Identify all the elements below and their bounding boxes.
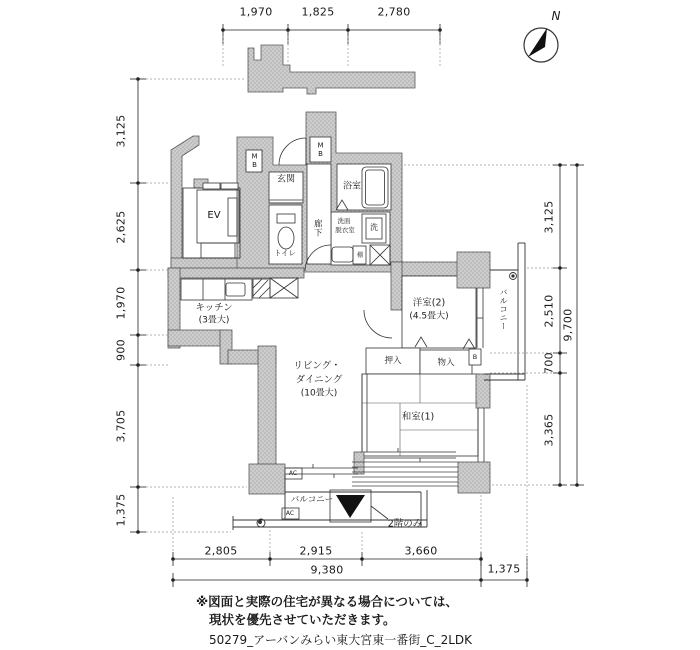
label-elevator: EV (207, 210, 221, 221)
label-kitchen: キッチン (195, 302, 233, 314)
label-corridor: 廊下 (312, 219, 323, 237)
label-entrance: 玄関 (276, 174, 296, 185)
dim-left-0: 3,125 (114, 114, 128, 148)
dim-bottom-right: 1,375 (487, 562, 521, 576)
dim-left-3: 900 (114, 339, 128, 361)
dim-right-total: 9,700 (561, 308, 575, 342)
footer-plan-code: 50279_アーバンみらい東大宮東一番街_C_2LDK (209, 633, 473, 647)
dim-bottom-1: 2,915 (299, 544, 333, 558)
dim-top-2: 2,780 (377, 5, 411, 19)
label-mb-1: MB (250, 152, 259, 170)
label-washer: 洗 (370, 223, 378, 232)
label-ac-upper: AC (288, 470, 298, 477)
footer-note-line1: ※図面と実際の住宅が異なる場合については、 (196, 594, 458, 609)
dim-right-1: 2,510 (542, 294, 556, 328)
label-living-line2: ダイニング (295, 374, 343, 386)
label-washroom-line2: 脱衣室 (335, 225, 355, 234)
dim-left-4: 3,705 (114, 409, 128, 443)
dim-left-1: 2,625 (114, 210, 128, 244)
footer-note-line2: 現状を優先させていただきます。 (209, 612, 396, 627)
label-bath: 浴室 (342, 181, 362, 192)
label-second-floor-only: 2階のみ (387, 518, 423, 530)
dim-top-0: 1,970 (239, 5, 273, 19)
label-balcony-bottom: バルコニー (290, 494, 334, 505)
dim-bottom-2: 3,660 (404, 544, 438, 558)
label-ac-lower: AC (285, 510, 295, 517)
compass-icon (524, 28, 558, 62)
dim-bottom-total: 9,380 (310, 563, 344, 577)
compass-north-label: N (551, 9, 561, 23)
label-living-size: (10畳大) (300, 388, 338, 399)
dim-right-3: 3,365 (542, 413, 556, 447)
dim-right-0: 3,125 (542, 200, 556, 234)
label-washroom-line1: 洗面 (337, 216, 351, 225)
label-shelf: 棚 (356, 252, 364, 259)
label-closet: 押入 (384, 355, 402, 366)
veranda-deck (352, 462, 458, 486)
label-western-room: 洋室(2) (412, 297, 446, 309)
label-kitchen-size: (3畳大) (198, 315, 230, 326)
label-mb-2: MB (316, 141, 325, 159)
label-western-room-size: (4.5畳大) (409, 311, 449, 322)
label-balcony-side: バルコニー (499, 287, 508, 331)
dim-top-1: 1,825 (301, 5, 335, 19)
dim-left-2: 1,970 (114, 286, 128, 320)
label-living-line1: リビング・ (293, 360, 341, 372)
label-toilet: トイレ (273, 248, 297, 258)
label-japanese-room: 和室(1) (401, 411, 435, 423)
label-storage: 物入 (437, 357, 455, 368)
label-b-box: B (472, 352, 478, 361)
dim-right-2: 700 (542, 352, 556, 374)
dim-bottom-0: 2,805 (204, 544, 238, 558)
dim-left-5: 1,375 (114, 493, 128, 527)
